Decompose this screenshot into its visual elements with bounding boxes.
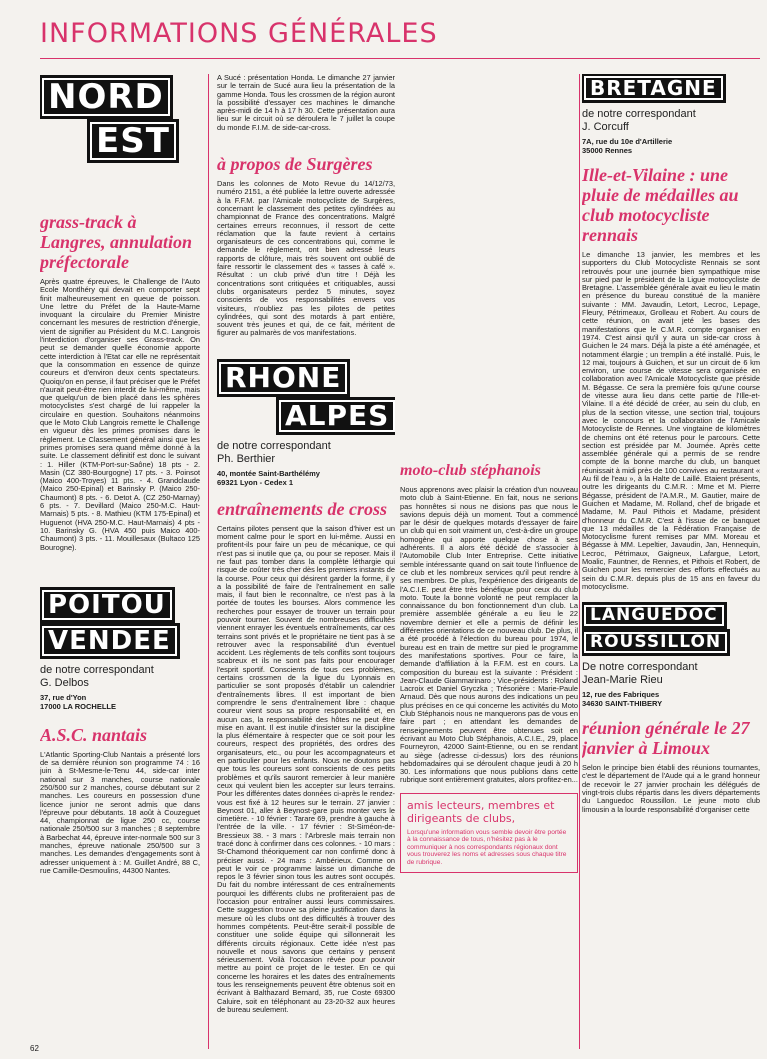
bretagne-address-line1: 7A, rue du 10e d'Artillerie <box>582 137 673 146</box>
surgeres-headline: à propos de Surgères <box>217 154 373 175</box>
column-1 <box>40 74 200 1049</box>
poitou-vendee-logo-line2: VENDEE <box>40 624 179 658</box>
rhone-alpes-logo-line1: RHONE <box>217 360 349 396</box>
nord-est-logo-line1: NORD <box>40 76 172 118</box>
bretagne-correspondent-intro: de notre correspondant <box>582 108 696 120</box>
page-number: 62 <box>30 1044 39 1053</box>
header-rule <box>40 58 760 59</box>
nord-est-headline: grass-track à Langres, annulation préfectorale <box>40 212 193 272</box>
languedoc-address-line2: 34630 SAINT-THIBERY <box>582 699 663 709</box>
poitou-vendee-address-line2: 17000 LA ROCHELLE <box>40 701 116 711</box>
suce-article: A Sucé : présentation Honda. Le dimanche 27 janvier sur le terrain de Sucé aura lieu la présentation de la gamme Honda. Tous les crossmen de la région auront la possibilité d'essayer ces machines le dimanche après-midi de 14 h à 17 h 30. Cette présentation aura lieu sur le circuit où se déroulera le 7 juillet la coupe du monde F.I.M. de side-car-cross. <box>217 74 395 132</box>
column-divider-1 <box>208 74 209 1049</box>
bretagne-logo <box>582 74 760 102</box>
stephanois-article: Nous apprenons avec plaisir la création d'un nouveau moto club à Saint-Etienne. En fait, nous ne serions pas honnêtes si nous ne disions pas que nous le savions depuis déjà un moment. Tout a commencé par le désir de quelques motards d'essayer de faire un club qui en soit vraiment un, c'est-à-dire un groupe homogène qui apporte quelque chose à ses adhérents. Il a alors été décidé de s'associer à l'Automobile Club Inter Entreprise. Cette initiative semble intéressante quand on sait toute l'influence de ce club et les nombreux services qu'il peut rendre à ses membres. De plus, l'expérience des dirigeants de l'A.C.I.E. peut être très bénéfique pour ceux du club moto. Toute la bonne volonté ne peut remplacer la connaissance du bon fonctionnement d'un club. La première assemblée générale a eu lieu le 22 novembre dernier et elle a permis de définir les différentes orientations de ce nouveau club. De plus, il a été procédé à l'élection du bureau pour 1974, le bureau est en train de mettre sur pied le programme des manifestations sportives. Pour ce faire, la demande d'affiliation à la F.F.M. est en cours. La composition du bureau est la suivante : Président : Jean-Claude Giammarinaro ; Vice-présidents : Roland Lacroix et Daniel Gryczka ; Trésorière : Marie-Paule Arnaud. Dès que nous aurons des indications un peu plus précises en ce qui concerne les activités du Moto Club Stéphanois nous ne manquerons pas de vous en faire part ; en attendant les demandes de renseignements peuvent être obtenues soit en écrivant au Moto Club Stéphanois, A.C.I.E., 29, place Fourneyron, 42000 Saint-Etienne, ou en se rendant au siège (adresse ci-dessus) lors des réunions hebdomadaires qui se déroulent chaque jeudi à 20 h 30. Les informations que nous publions dans cette rubrique sont entièrement gratuites, alors profitez-en... <box>400 485 578 785</box>
poitou-vendee-correspondent-intro: de notre correspondant <box>40 663 154 676</box>
column-4 <box>582 74 760 1049</box>
bretagne-correspondent-name: J. Corcuff <box>582 121 629 133</box>
poitou-vendee-logo-line1: POITOU <box>40 588 174 622</box>
nord-est-logo-line2: EST <box>88 120 178 162</box>
stephanois-headline: moto-club stéphanois <box>400 462 541 479</box>
entrainements-article: Certains pilotes pensent que la saison d'hiver est un moment calme pour le sport en lui-même. Aussi en profitent-ils pour faire un peu de mécanique, ce qui n'est pas si inutile que ça, ou pour se reposer. Mais il ne faut pas tomber dans la complète léthargie qui risque de coûter très cher dès les premiers instants de la course. Pour ceux qui désirent garder la forme, il y a la possibilité de faire de l'entraînement en salle mais, il faut bien le reconnaître, ce n'est pas à la portée de toutes les bourses. Alors commence les recherches pour essayer de trouver un terrain pour pouvoir tourner. Souvent de nombreuses difficultés viennent enrayer les éventuels entraînements, car ces terrains sont privés et le propriétaire ne tient pas à se retrouver avec la responsabilité d'un éventuel accident. Les règlements de tels conflits sont toujours scabreux et ils ne sont pas faits pour encourager l'esprit sportif. Conscients de tous ces problèmes, certains crossmen de la ligue du Lyonnais en particulier se sont proposés d'établir un calendrier d'entraînements libres. Il est important de bien comprendre le sens d'entraînement libre : chaque coureur vient sous sa propre responsabilité et, en aucun cas, la responsabilité des hôtes ne peut être mise en avant. Il est inutile d'insister sur la discipline la plus élémentaire à respecter que ce soit pour les coureurs, respect des propriétés, des ordres des organisateurs, etc., ou pour les accompagnateurs et en particulier pour les enfants. Nous ne doutons pas que tous les coureurs sont conscients de ces petits problèmes et qu'ils sauront remercier à leur manière ceux qui veulent bien les accepter sur leurs terrains. Pour les différentes dates données ci-après le rendez-vous est fixé à 12 heures sur le terrain. 27 janvier : Beynost 01, aller à Beynost-gare puis monter vers le cimetière. - 10 février : Tarare 69, prendre à gauche à l'entrée de la ville. - 17 février : St-Siméon-de-Bressieux 38. - 3 mars : l'Arbresle mais terrain non tracé donc à confirmer dans ces colonnes. - 10 mars : St-Chamond théoriquement car non confirmé donc à préciser aussi. - 24 mars : Ambérieux. Comme on peut le voir ce programme laisse un dimanche de repos le 3 février sinon tous les autres sont occupés. Du fait du nombre intéressant de ces entraînements pourquoi les différents clubs ne profiteraient pas de l'occasion pour entraîner aussi leurs commissaires. Cette suggestion trouve sa pleine justification dans la mesure où les clubs ont des difficultés à trouver des hommes compétents. Peut-être serait-il possible de constituer une solide équipe qui sillonnerait les différents circuits régionaux. Cette idée n'est pas nouvelle et nous savons que certains y pensent sérieusement. Voilà l'occasion rêvée pour pouvoir mettre au point ce projet de le tester. En ce qui concerne les horaires et les dates des entraînements tous les renseignements peuvent être obtenus soit en écrivant à Balthazard Bernard, 35, rue Coste 69300 Caluire, soit en téléphonant au 23-20-32 aux heures de bureau seulement. <box>217 523 395 1014</box>
languedoc-logo-line2: ROUSSILLON <box>582 630 729 655</box>
rhone-alpes-correspondent-name: Ph. Berthier <box>217 452 276 465</box>
languedoc-correspondent-intro: De notre correspondant <box>582 661 698 674</box>
languedoc-address-line1: 12, rue des Fabriques <box>582 690 660 700</box>
rhone-alpes-logo-line2: ALPES <box>277 398 395 434</box>
nord-est-logo <box>40 76 200 162</box>
rhone-alpes-address-line1: 40, montée Saint-Barthélémy <box>217 468 320 478</box>
bretagne-logo-line1: BRETAGNE <box>582 74 725 102</box>
readers-notice-text: Lorsqu'une information vous semble devoir être portée à la connaissance de tous, n'hésitez pas à le communiquer à nos correspondants régionaux dont vous trouverez les noms et adresses sous chaque titre de rubrique. <box>407 828 567 867</box>
languedoc-logo-line1: LANGUEDOC <box>582 603 726 628</box>
surgeres-article: Dans les colonnes de Moto Revue du 14/12/73, numéro 2151, a été publiée la lettre ouverte adressée à la F.F.M. par l'Amicale motocycliste de Surgères, concernant le classement des petites cylindrées au championnat de France des concentrations. Malgré certaines erreurs reconnues, il ressort de cette réclamation que la faute revient à certains organisateurs de ces concentrations qui, comme le demande le règlement, ont bien adressé leurs rapports de clôture, mais très souvent ont oublié de faire ressortir le classement des « tasses à café ». Résultat : un club privé d'un titre ! Déjà les concentrations sont critiquées et critiquables, aussi clubs organisateurs perdez 5 minutes, soyez conscients de vos responsabilités envers vos visiteurs, n'oubliez pas les pilotes de petites cylindrées, qui sont des motards à part entière, souvent très jeunes et qui, de ce fait, méritent de figurer au palmarès de vos manifestations. <box>217 179 395 338</box>
asc-nantais-headline: A.S.C. nantais <box>40 724 148 745</box>
rhone-alpes-logo <box>217 360 395 434</box>
entrainements-headline: entraînements de cross <box>217 498 388 519</box>
poitou-vendee-correspondent-name: G. Delbos <box>40 676 89 689</box>
poitou-vendee-address-line1: 37, rue d'Yon <box>40 692 87 702</box>
languedoc-correspondent-name: Jean-Marie Rieu <box>582 674 663 687</box>
nord-est-article: Après quatre épreuves, le Challenge de l'Auto Ecole Montlhéry qui devait en comporter sept finit malheureusement en queue de poisson. Une lettre du Préfet de la Haute-Marne invoquant la circulaire du Premier Ministre concernant les mesures de restriction d'énergie, vient de signifier au Président du M.C. Langrois l'interdiction d'organiser ses Grass-track. On peut se demander quelle économie apporte cette interdiction à l'Etat car elle ne représentait que la consommation en essence de quinze coureurs et d'environ deux cents spectateurs. Quoiqu'on en pense, il faut préciser que le Préfet n'aurait peut-être rien interdit de lui-même, mais que quelqu'un de bien placé dans les sphères motocyclistes s'est chargé de lui rappeler la circulaire en question. Souhaitons néanmoins que le Moto Club Langrois remette le Challenge en vigueur dès les primes promises dans le règlement. Le Classement général ainsi que les primes promises sera quand même donné à la suite. Le classement définitif est donc le suivant : 1. Hiller (KTM-Port-sur-Saône) 18 pts - 2. Masin (CZ 380-Bourgogne) 17 pts. - 3. Poinsot (Maico 400-Troyes) 11 pts. - 4. Grandclaude (Maico 250-Epinal) et Barinsky P. (Maico 250-Chaumont) 8 pts. - 6. Detot A. (CZ 250-Marnay) 6 pts. - 7. Devillard (Maico 250-M.C. Haut-Marnais) 5 pts. - 8. Mathieu (KTM 175-Epinal) et Huguenot (HVA 250-M.C. Haut-Marnais) 4 pts - 10. Barinsky G. (HVA 450 puis Maico 400-Chaumont) 3 pts. - 11. Mouillesaux (Bultaco 125 Bourogne). <box>40 277 200 552</box>
languedoc-logo <box>582 603 760 655</box>
readers-notice-title: amis lecteurs, membres et dirigeants de clubs, <box>407 798 555 825</box>
column-3 <box>400 74 578 1049</box>
bretagne-headline: Ille-et-Vilaine : une pluie de médailles au club motocycliste rennais <box>582 165 739 245</box>
poitou-vendee-logo <box>40 588 200 658</box>
column-2 <box>217 74 395 1049</box>
limoux-article: Selon le principe bien établi des réunions tournantes, c'est le département de l'Aude qui a le grand honneur de recevoir le 27 janvier prochain les délégués de vingt-trois clubs répartis dans les divers départements du Languedoc Roussillon. Le jeune moto club limousin a la lourde responsabilité d'organiser cette <box>582 763 760 814</box>
bretagne-address-line2: 35000 Rennes <box>582 146 633 155</box>
readers-notice-box <box>400 793 578 873</box>
page-title: INFORMATIONS GÉNÉRALES <box>40 18 438 49</box>
column-divider-3 <box>579 74 580 1049</box>
rhone-alpes-address-line2: 69321 Lyon - Cedex 1 <box>217 477 294 487</box>
asc-nantais-article: L'Atlantic Sporting-Club Nantais a présenté lors de sa dernière réunion son programme 74 : 16 juin à St-Mesme-le-Tenu 44, side-car inter national sur 3 manches, course nationale 250/500 sur 2 manches, course débutant sur 2 manches. Les coureurs en possession d'une licence junior ne seront admis que dans l'épreuve pour débutants. 18 août à Couzeguet 44, championnat de ligue 250 cc, course nationale 250/500 sur 3 manches ; 8 septembre à Barbechat 44, épreuve inter-normale 500 sur 3 manches, épreuve nationale 250/500 sur 3 manches. Les demandes d'engagements sont à adresser uniquement à : M. Guillet André, 88 C, rue Camille-Desmoulins, 44300 Nantes. <box>40 749 200 875</box>
rhone-alpes-correspondent-intro: de notre correspondant <box>217 439 331 452</box>
bretagne-article: Le dimanche 13 janvier, les membres et les supporters du Club Motocycliste Rennais se sont retrouvés pour une journée bien sympathique mise sur pied par le président de la Ligue motocycliste de Bretagne. L'assemblée générale avait eu lieu le matin en présence du bureau constitué de la manière suivante : MM. Javaudin, Letort, Lecroc, Lepage, Fleury, Pétrimeaux, Grolleau et Robert. Au cours de cette réunion, on avait jeté les bases des manifestations que le C.M.R. compte organiser en 1974. C'est ainsi qu'il y aura un side-car cross à Guichen le 24 mars. Déjà la piste a été aménagée, et notamment élargie ; un tremplin a été installé. Puis, le 12 mai, toujours à Guichen, et sur un circuit de 6 km environ, une course de vitesse sera organisée en collaboration avec l'Amicale Motocycliste que préside M. Bégasse. Ce sera la première fois qu'une course de vitesse aura lieu dans cette partie de l'Ille-et-Vilaine. Il a été décidé de créer, au sein du club, en plus de la section vitesse, une section trial, toujours avec le concours et la collaboration de l'Amicale Motocycliste de Rennes. Une vingtaine de kilomètres de chemins ont été retenus pour le parcours. Cette section est présidée par M. Journée. Après cette assemblée générale qui a permis de se rendre compte de la bonne marche du club, un banquet réunissait à midi près de 100 convives au restaurant « Au fil de l'eau », à la Halte de Laillé. Etaient présents, outre les dirigeants du C.M.R. : Mme et M. Pierre Bégasse, président de l'A.M.R., M. Gautier, maire de Guichen et Madame, M. Rolland, chef de brigade et Madame, M. Paul Pithois et Madame, président d'honneur du C.M.R. C'est à l'issue de ce banquet que 13 médailles de la Fédération Française de Motocyclisme furent remises par MM. Moreau et Bégasse à MM. Lepeltier, Javaudin, Jan, Hennequin, Lecroc, Pétrimaux, Gaigneux, Lafargue, Letort, Moalic, Fauntner, de Rennes, et Pithois et Robert, de Guichen pour les remercier des efforts effectués au sein du C.M.R. depuis plus de 15 ans en faveur du motocyclisme. <box>582 250 760 591</box>
limoux-headline: réunion générale le 27 janvier à Limoux <box>582 718 750 759</box>
